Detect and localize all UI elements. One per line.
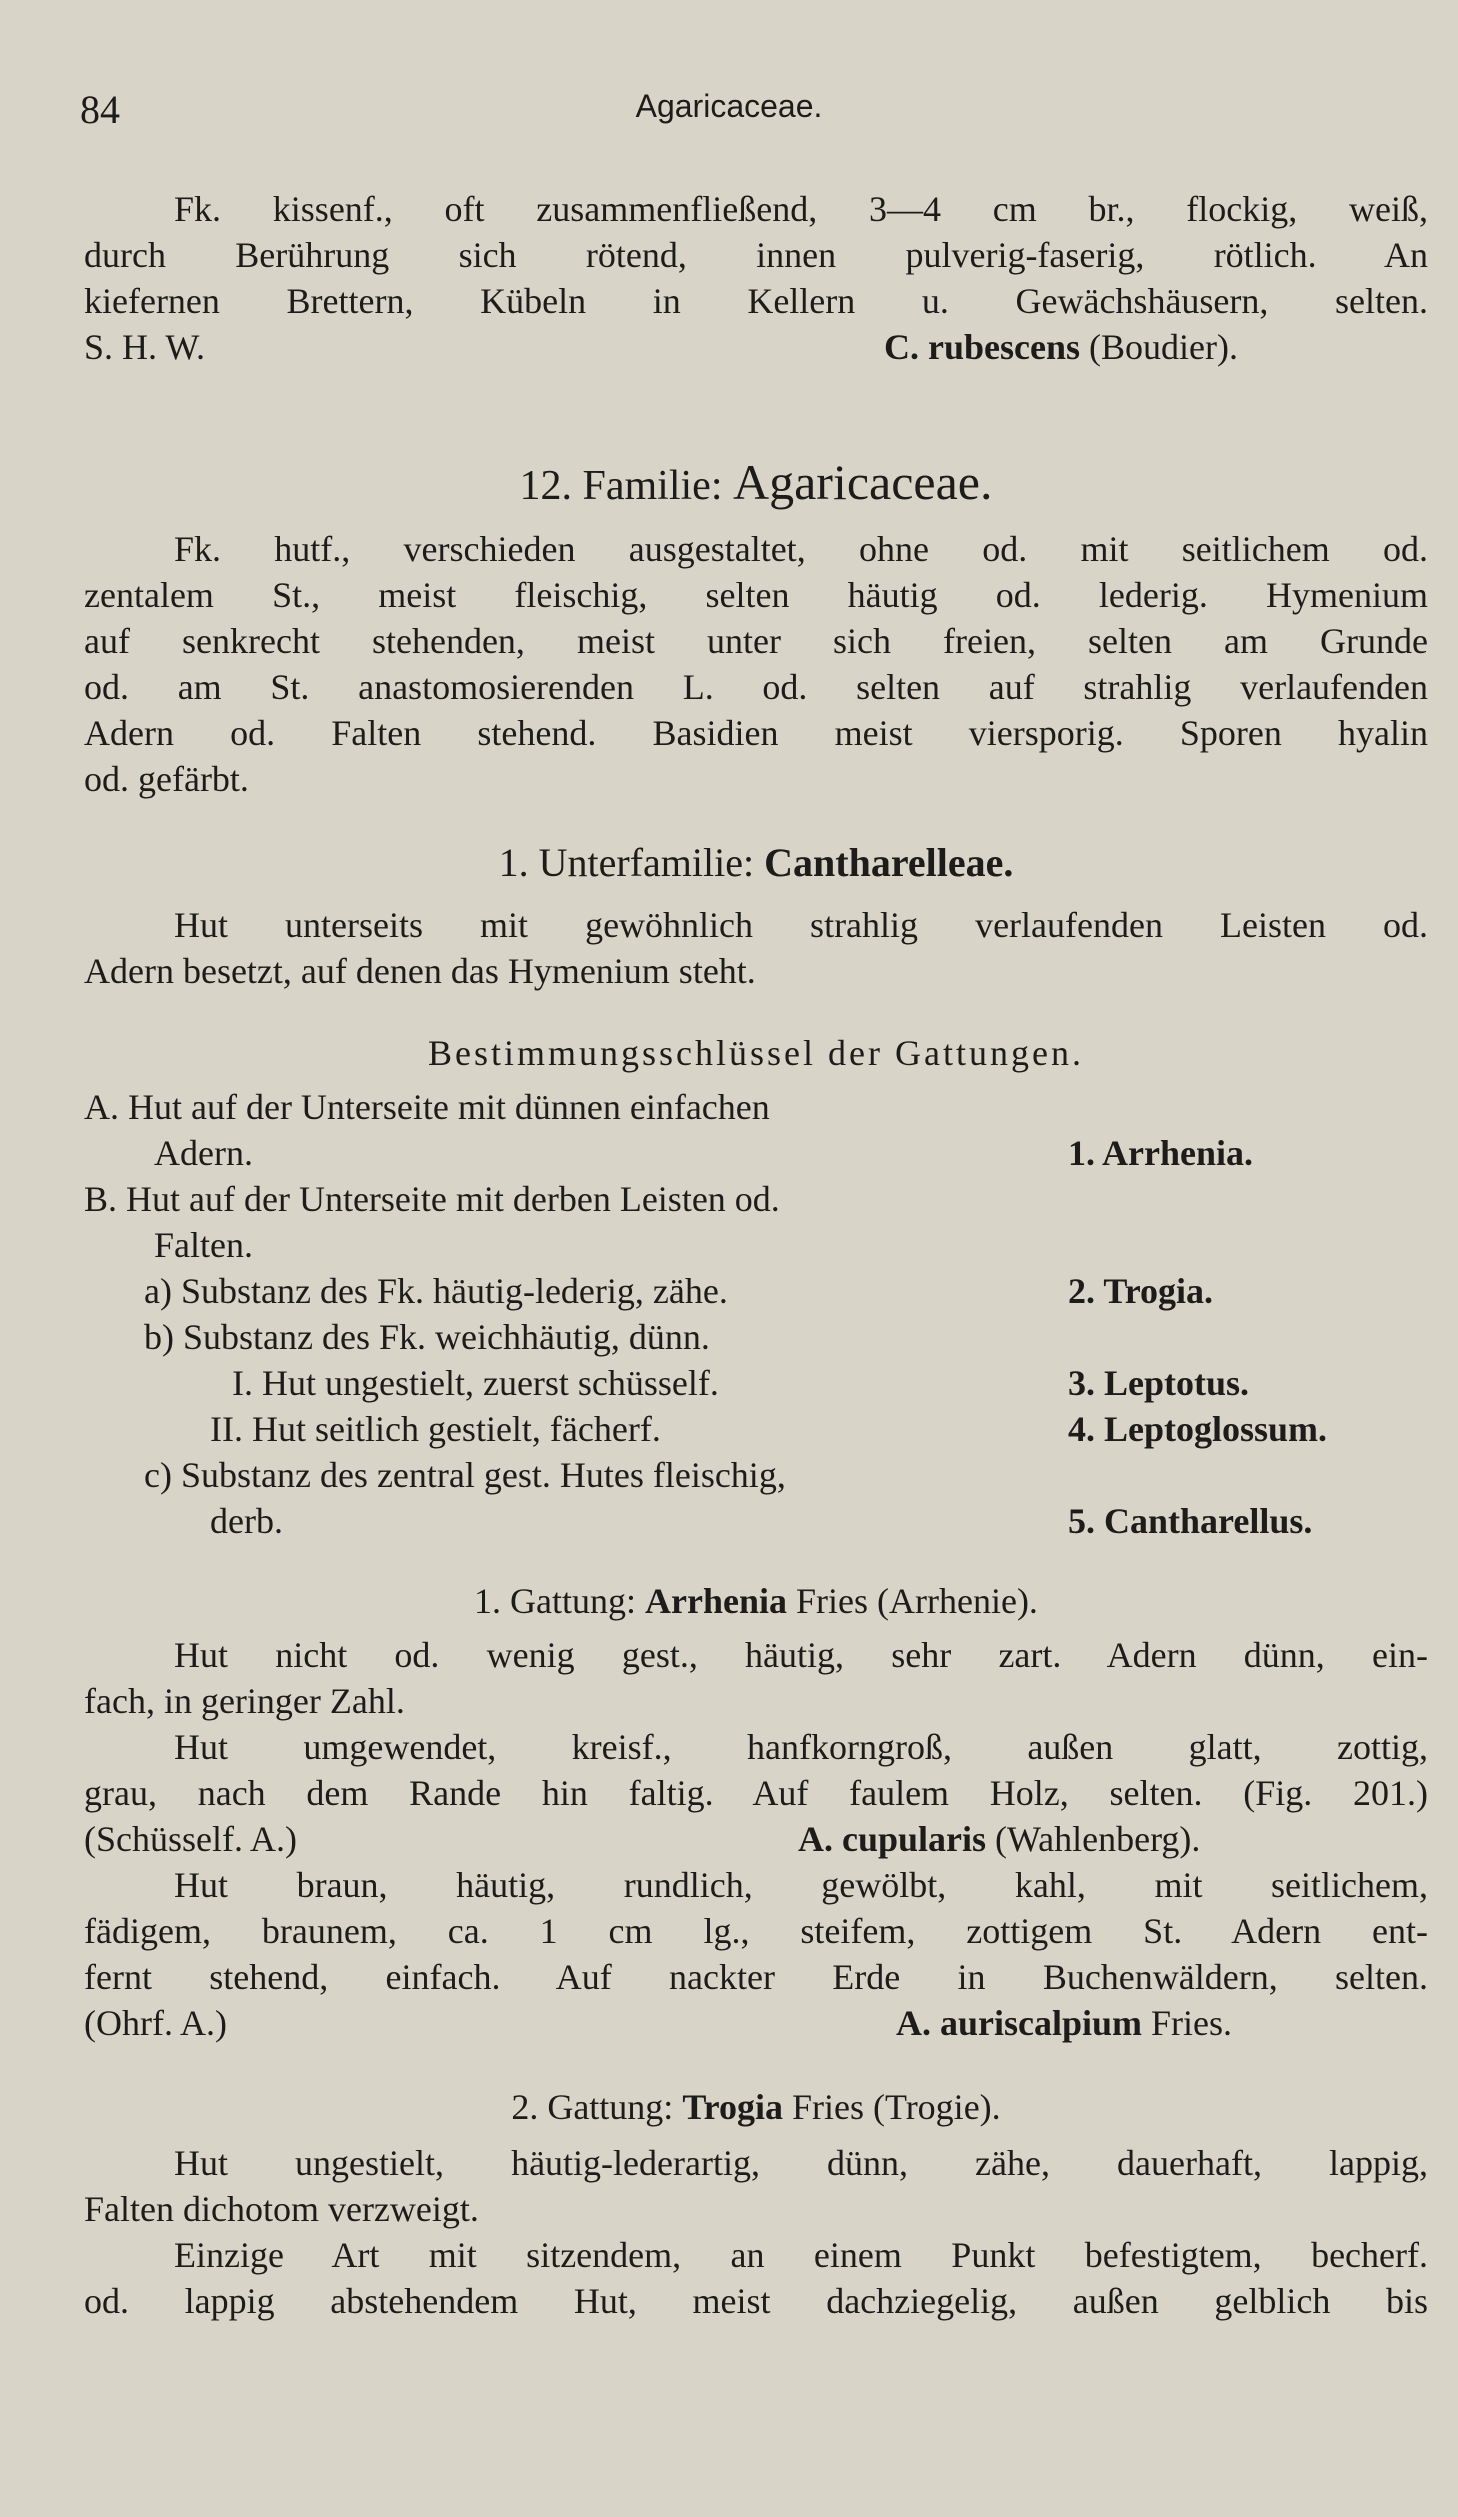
species-name: C. rubescens (Boudier). <box>884 327 1238 367</box>
document-page: 84 Agaricaceae. Fk. kissenf., oft zusammenfließend, 3—4 cm br., flockig, weiß, durch Berührung sich rötend, innen pulverig-faserig, rötlich. An kiefernen Brettern, Kübeln in Kellern u. Gewächshäusern, selten. S. H. W. C. rubescens (Boudier). 12. Familie: Agaricaceae. Fk. hutf., verschieden ausgestaltet, ohne od. mit seitlichem od. zentalem St., meist fleischig, selten häutig od. lederig. Hymenium auf senkrecht stehenden, meist unter sich freien, selten am Grunde od. am St. anastomosierenden L. od. selten auf strahlig verlaufenden Adern od. Falten stehend. Basidien meist viersporig. Sporen hyalin od. gefärbt. 1. Unterfamilie: Cantharelleae. Hut unterseits mit gewöhnlich strahlig verlaufenden Leisten od. Adern besetzt, auf denen das Hymenium steht. Bestimmungsschlüssel der Gattungen. A. Hut auf der Unterseite mit dünnen einfachen Adern. 1. Arrhenia. B. Hut auf der Unterseite mit derben Leisten od. Falten. a) Substanz des Fk. häutig-lederig, zähe. 2. Trogia. b) Substanz des Fk. weichhäutig, dünn. I. Hut ungestielt, zuerst schüsself. 3. Leptotus. II. Hut seitlich gestielt, fächerf. 4. Leptoglossum. c) Substanz des zentral gest. Hutes fleischig, derb. 5. Cantharellus. 1. Gattung: Arrhenia Fries (Arrhenie). Hut nicht od. wenig gest., häutig, sehr zart. Adern dünn, ein- fach, in geringer Zahl. Hut umgewendet, kreisf., hanfkorngroß, außen glatt, zottig, grau, nach dem Rande hin faltig. Auf faulem Holz, selten. (Fig. 201.) (Schüsself. A.) A. cupularis (Wahlenberg). Hut braun, häutig, rundlich, gewölbt, kahl, mit seitlichem, fädigem, braunem, ca. 1 cm lg., steifem, zottigem St. Adern ent- fernt stehend, einfach. Auf nackter Erde in Buchenwäldern, selten. (Ohrf. A.) A. auriscalpium Fries. 2. Gattung: Trogia Fries (Trogie). Hut ungestielt, häutig-lederartig, dünn, zähe, dauerhaft, lappig, Falten dichotom verzweigt. Einzige Art mit sitzendem, an einem Punkt befestigtem, becherf. od. lappig abstehendem Hut, meist dachziegelig, außen gelblich bis <box>0 0 1458 2517</box>
subfamily-description-line: Hut unterseits mit gewöhnlich strahlig verlaufenden Leisten od. <box>174 905 1428 945</box>
location-abbrev: S. H. W. <box>84 327 206 367</box>
genus-description-line: fach, in geringer Zahl. <box>84 1681 405 1721</box>
subfamily-description-line: Adern besetzt, auf denen das Hymenium steht. <box>84 951 756 991</box>
key-result: 2. Trogia. <box>1068 1271 1214 1311</box>
genus-description-line: Falten dichotom verzweigt. <box>84 2189 479 2229</box>
key-result: 5. Cantharellus. <box>1068 1501 1313 1541</box>
prev-entry-line: Fk. kissenf., oft zusammenfließend, 3—4 cm br., flockig, weiß, <box>174 189 1428 229</box>
species-description-line: Hut braun, häutig, rundlich, gewölbt, kahl, mit seitlichem, <box>174 1865 1428 1905</box>
species-description-last-line: (Schüsself. A.) A. cupularis (Wahlenberg). <box>84 1816 1428 1862</box>
family-description-line: od. gefärbt. <box>84 759 249 799</box>
species-description-line: grau, nach dem Rande hin faltig. Auf faulem Holz, selten. (Fig. 201.) <box>84 1773 1428 1813</box>
genus-heading: 1. Gattung: Arrhenia Fries (Arrhenie). <box>474 1581 1038 1621</box>
page-number: 84 <box>80 87 120 132</box>
key-title: Bestimmungsschlüssel der Gattungen. <box>428 1033 1084 1073</box>
key-result: 4. Leptoglossum. <box>1068 1409 1328 1449</box>
family-description-line: od. am St. anastomosierenden L. od. selten auf strahlig verlaufenden <box>84 667 1428 707</box>
species-name: A. auriscalpium Fries. <box>896 2003 1233 2043</box>
prev-entry-line: durch Berührung sich rötend, innen pulverig-faserig, rötlich. An <box>84 235 1428 275</box>
key-result: 1. Arrhenia. <box>1068 1133 1253 1173</box>
species-description-line: fädigem, braunem, ca. 1 cm lg., steifem, zottigem St. Adern ent- <box>84 1911 1428 1951</box>
species-description-last-line: (Ohrf. A.) A. auriscalpium Fries. <box>84 2000 1428 2046</box>
key-line: A. Hut auf der Unterseite mit dünnen einfachen <box>84 1087 770 1127</box>
species-description-line: fernt stehend, einfach. Auf nackter Erde in Buchenwäldern, selten. <box>84 1957 1428 1997</box>
running-title: Agaricaceae. <box>635 88 823 124</box>
species-description-line: od. lappig abstehendem Hut, meist dachziegelig, außen gelblich bis <box>84 2281 1428 2321</box>
prev-entry-last-line <box>84 324 1428 370</box>
species-description-line: Hut umgewendet, kreisf., hanfkorngroß, außen glatt, zottig, <box>174 1727 1428 1767</box>
family-description-line: Fk. hutf., verschieden ausgestaltet, ohne od. mit seitlichem od. <box>174 529 1428 569</box>
prev-entry-line: kiefernen Brettern, Kübeln in Kellern u. Gewächshäusern, selten. <box>84 281 1428 321</box>
family-heading: 12. Familie: Agaricaceae. <box>519 454 993 510</box>
key-result: 3. Leptotus. <box>1068 1363 1250 1403</box>
family-description-line: zentalem St., meist fleischig, selten häutig od. lederig. Hymenium <box>84 575 1428 615</box>
genus-description-line: Hut ungestielt, häutig-lederartig, dünn, zähe, dauerhaft, lappig, <box>174 2143 1428 2183</box>
family-description-line: auf senkrecht stehenden, meist unter sich freien, selten am Grunde <box>84 621 1428 661</box>
key-line: B. Hut auf der Unterseite mit derben Leisten od. <box>84 1179 780 1219</box>
species-description-line: Einzige Art mit sitzendem, an einem Punkt befestigtem, becherf. <box>174 2235 1428 2275</box>
subfamily-heading: 1. Unterfamilie: Cantharelleae. <box>498 840 1014 885</box>
family-description-line: Adern od. Falten stehend. Basidien meist viersporig. Sporen hyalin <box>84 713 1428 753</box>
species-name: A. cupularis (Wahlenberg). <box>798 1819 1201 1859</box>
genus-description-line: Hut nicht od. wenig gest., häutig, sehr zart. Adern dünn, ein- <box>174 1635 1428 1675</box>
genus-heading: 2. Gattung: Trogia Fries (Trogie). <box>511 2087 1001 2127</box>
